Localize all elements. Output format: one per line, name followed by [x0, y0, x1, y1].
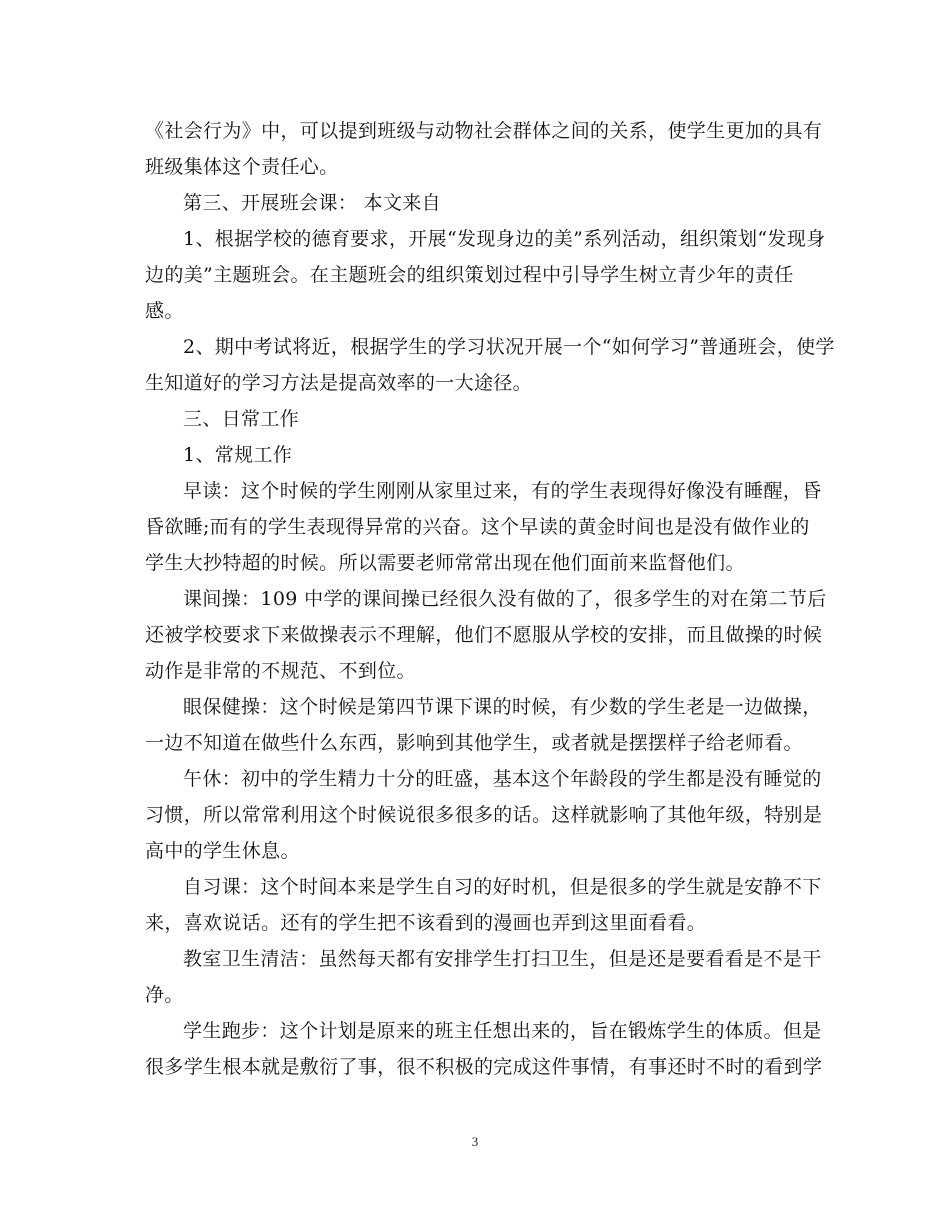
text-line: 感。 [145, 300, 184, 322]
text-line: 《社会行为》中，可以提到班级与动物社会群体之间的关系，使学生更加的具有 [145, 120, 823, 142]
text-line: 班级集体这个责任心。 [145, 156, 339, 178]
text-line: 早读：这个时候的学生刚刚从家里过来，有的学生表现得好像没有睡醒，昏 [183, 480, 822, 502]
text-line: 2、期中考试将近，根据学生的学习状况开展一个“如何学习”普通班会，使学 [183, 336, 835, 358]
text-line: 还被学校要求下来做操表示不理解，他们不愿服从学校的安排，而且做操的时候 [145, 624, 823, 646]
paragraph-4 [145, 329, 835, 401]
section-heading: 三、日常工作 [183, 408, 300, 430]
paragraph-10 [145, 761, 823, 869]
page-number: 3 [471, 1134, 479, 1149]
text-line: 眼保健操：这个时候是第四节课下课的时候，有少数的学生老是一边做操， [183, 696, 822, 718]
section-heading: 第三、开展班会课： 本文来自 [183, 192, 441, 214]
text-line: 自习课：这个时间本来是学生自习的好时机，但是很多的学生就是安静不下 [183, 876, 822, 898]
paragraph-7 [145, 473, 822, 581]
text-line: 很多学生根本就是敷衍了事，很不积极的完成这件事情，有事还时不时的看到学 [145, 1056, 823, 1078]
text-line: 午休：初中的学生精力十分的旺盛，基本这个年龄段的学生都是没有睡觉的 [183, 768, 822, 790]
paragraph-1 [145, 113, 823, 185]
text-line: 高中的学生休息。 [145, 840, 300, 862]
text-line: 净。 [145, 984, 184, 1006]
subsection-heading: 1、常规工作 [183, 444, 293, 466]
text-line: 来，喜欢说话。还有的学生把不该看到的漫画也弄到这里面看看。 [145, 912, 707, 934]
paragraph-9 [145, 689, 822, 761]
text-line: 教室卫生清洁：虽然每天都有安排学生打扫卫生，但是还是要看看是不是干 [183, 948, 822, 970]
text-line: 学生跑步：这个计划是原来的班主任想出来的，旨在锻炼学生的体质。但是 [183, 1020, 822, 1042]
paragraph-5 [145, 401, 805, 437]
text-line: 课间操：109 中学的课间操已经很久没有做的了，很多学生的对在第二节后 [183, 588, 827, 610]
paragraph-11 [145, 869, 822, 941]
document-body [145, 113, 835, 1085]
paragraph-6 [145, 437, 805, 473]
paragraph-12 [145, 941, 822, 1013]
text-line: 习惯，所以常常利用这个时候说很多很多的话。这样就影响了其他年级，特别是 [145, 804, 823, 826]
text-line: 边的美”主题班会。在主题班会的组织策划过程中引导学生树立青少年的责任 [145, 264, 794, 286]
paragraph-8 [145, 581, 827, 689]
text-line: 一边不知道在做些什么东西，影响到其他学生，或者就是摆摆样子给老师看。 [145, 732, 803, 754]
text-line: 昏欲睡;而有的学生表现得异常的兴奋。这个早读的黄金时间也是没有做作业的 [145, 516, 810, 538]
text-line: 1、根据学校的德育要求，开展“发现身边的美”系列活动，组织策划“发现身 [183, 228, 826, 250]
text-line: 学生大抄特超的时候。所以需要老师常常出现在他们面前来监督他们。 [145, 552, 745, 574]
paragraph-13 [145, 1013, 823, 1085]
text-line: 生知道好的学习方法是提高效率的一大途径。 [145, 372, 533, 394]
paragraph-2 [145, 185, 805, 221]
text-line: 动作是非常的不规范、不到位。 [145, 660, 416, 682]
paragraph-3 [145, 221, 826, 329]
